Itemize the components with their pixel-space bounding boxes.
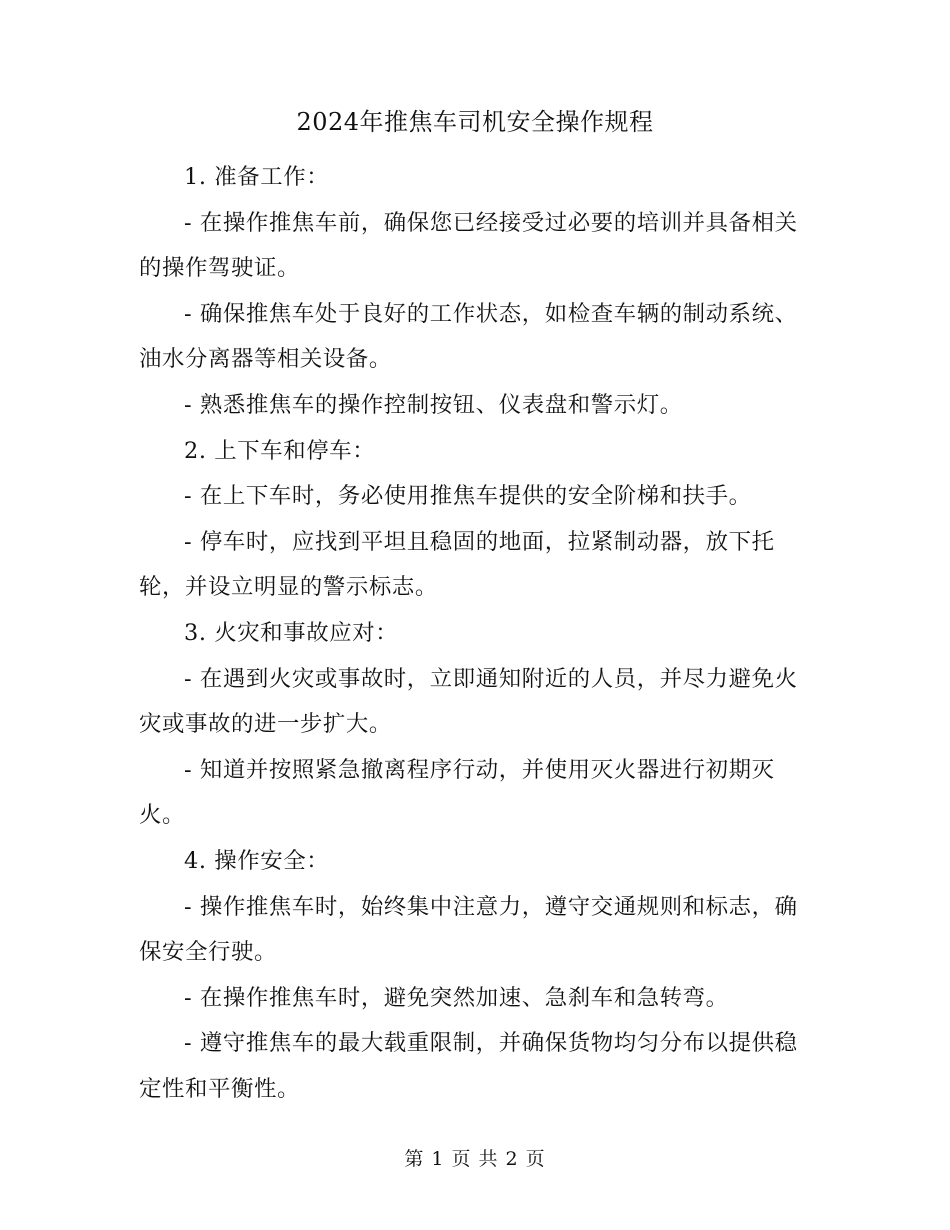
section-heading-preparation: 1. 准备工作： [184, 164, 330, 190]
list-item: - 确保推焦车处于良好的工作状态，如检查车辆的制动系统、油水分离器等相关设备。 [139, 300, 798, 373]
list-item: - 在遇到火灾或事故时，立即通知附近的人员，并尽力避免火灾或事故的进一步扩大。 [139, 665, 798, 738]
list-item: - 停车时，应找到平坦且稳固的地面，拉紧制动器，放下托轮，并设立明显的警示标志。 [139, 528, 775, 601]
list-item: - 在操作推焦车时，避免突然加速、急刹车和急转弯。 [184, 984, 729, 1011]
section-heading-boarding-parking: 2. 上下车和停车： [184, 437, 376, 464]
section-heading-fire-accident: 3. 火灾和事故应对： [184, 619, 399, 646]
section-heading-operation-safety: 4. 操作安全： [184, 847, 330, 874]
list-item: - 在上下车时，务必使用推焦车提供的安全阶梯和扶手。 [184, 483, 752, 510]
list-item: - 在操作推焦车前，确保您已经接受过必要的培训并具备相关的操作驾驶证。 [139, 209, 798, 282]
list-item: - 遵守推焦车的最大载重限制，并确保货物均匀分布以提供稳定性和平衡性。 [139, 1030, 798, 1102]
list-item: - 操作推焦车时，始终集中注意力，遵守交通规则和标志，确保安全行驶。 [139, 893, 798, 966]
page-footer: 第 1 页 共 2 页 [404, 1148, 546, 1170]
document-title: 2024年推焦车司机安全操作规程 [296, 108, 654, 136]
document-body [139, 155, 799, 1112]
list-item: - 熟悉推焦车的操作控制按钮、仪表盘和警示灯。 [184, 391, 683, 418]
list-item: - 知道并按照紧急撤离程序行动，并使用灭火器进行初期灭火。 [139, 756, 775, 829]
